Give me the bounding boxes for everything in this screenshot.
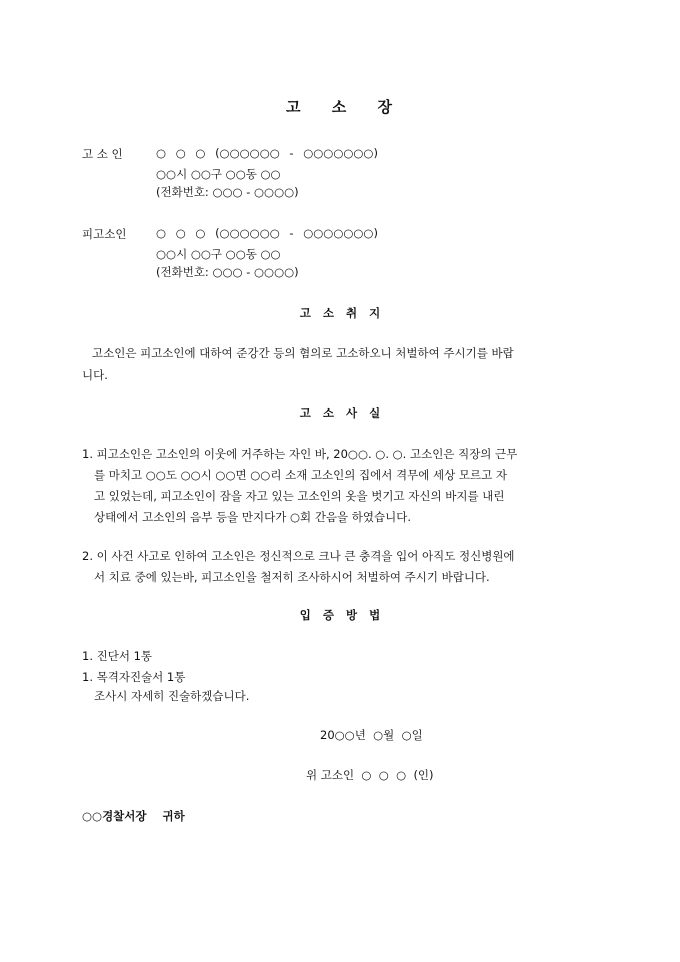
evidence-item-2: 1. 목격자진술서 1통 — [82, 670, 186, 684]
purpose-heading: 고 소 취 지 — [299, 306, 381, 320]
fact-1-line4: 상태에서 고소인의 음부 등을 만지다가 ○회 간음을 하였습니다. — [94, 510, 412, 524]
fact-1-line3: 고 있었는데, 피고소인이 잠을 자고 있는 고소인의 옷을 벗기고 자신의 바지를 내린 — [94, 489, 505, 503]
fact-2-line2: 서 치료 중에 있는바, 피고소인을 철저히 조사하시어 처벌하여 주시기 바랍니다. — [94, 570, 490, 584]
fact-1-line2: 를 마치고 ○○도 ○○시 ○○면 ○○리 소재 고소인의 집에서 격무에 세상 모르고 자 — [94, 468, 507, 482]
complainant-address: ○○시 ○○구 ○○동 ○○ — [156, 167, 281, 181]
evidence-heading: 입 증 방 법 — [299, 608, 381, 622]
evidence-note: 조사시 자세히 진술하겠습니다. — [94, 689, 250, 703]
signer-line: 위 고소인 ○ ○ ○ (인) — [306, 768, 434, 782]
complainant-name-line: ○ ○ ○ (○○○○○○ - ○○○○○○○) — [156, 146, 378, 160]
fact-1-line1: 1. 피고소인은 고소인의 이웃에 거주하는 자인 바, 20○○. ○. ○. 고소인은 직장의 근무 — [82, 447, 518, 461]
purpose-text-line2: 니다. — [82, 368, 108, 382]
accused-phone: (전화번호: ○○○ - ○○○○) — [156, 265, 299, 279]
complainant-phone: (전화번호: ○○○ - ○○○○) — [156, 185, 299, 199]
accused-address: ○○시 ○○구 ○○동 ○○ — [156, 247, 281, 261]
accused-label: 피고소인 — [82, 227, 127, 241]
purpose-text-line1: 고소인은 피고소인에 대하여 준강간 등의 혐의로 고소하오니 처벌하여 주시기를 바랍 — [92, 346, 514, 360]
fact-2-line1: 2. 이 사건 사고로 인하여 고소인은 정신적으로 크나 큰 충격을 입어 아직도 정신병원에 — [82, 549, 515, 563]
document-title: 고 소 장 — [286, 98, 394, 116]
document-date: 20○○년 ○월 ○일 — [320, 728, 423, 742]
evidence-item-1: 1. 진단서 1통 — [82, 649, 153, 663]
recipient: ○○경찰서장 귀하 — [82, 809, 185, 823]
accused-name-line: ○ ○ ○ (○○○○○○ - ○○○○○○○) — [156, 226, 378, 240]
facts-heading: 고 소 사 실 — [299, 406, 381, 420]
complainant-label: 고 소 인 — [82, 147, 123, 161]
